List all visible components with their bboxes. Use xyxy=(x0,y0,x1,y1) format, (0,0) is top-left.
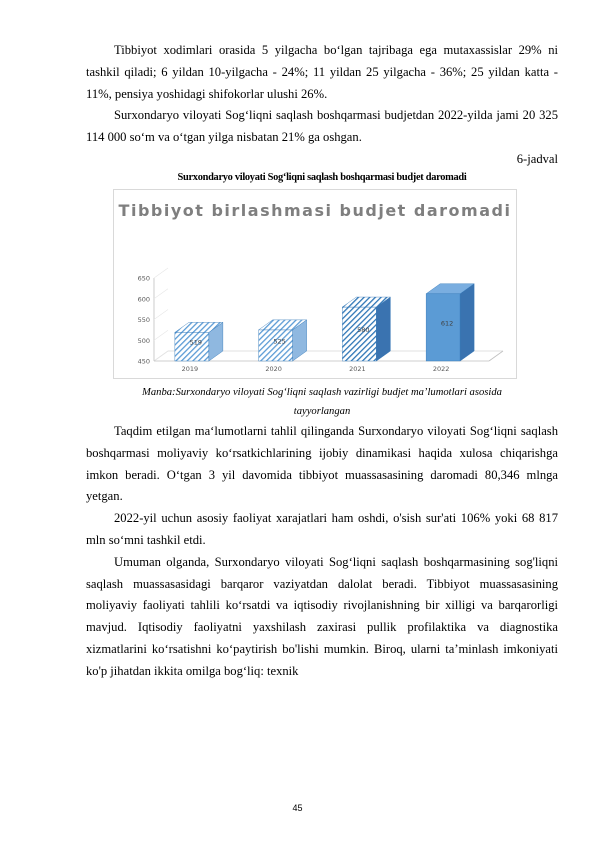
bar-side-2022 xyxy=(460,284,474,361)
paragraph-staff-experience: Tibbiyot xodimlari orasida 5 yilgacha bo‘lgan tajribaga ega mutaxassislar 29% ni tashkil qiladi; 6 yildan 10-yilgacha - 24%; 11 yildan 25 yilgacha - 36%; 25 yildan katta - 11%, pensiya yoshidagi shifokorlar ulushi 26%. xyxy=(86,43,558,101)
page-number: 45 xyxy=(292,803,303,813)
paragraph-budget-2022: Surxondaryo viloyati Sog‘liqni saqlash boshqarmasi budjetdan 2022-yilda jami 20 325 114 000 so‘m va o‘tgan yilga nisbatan 21% ga oshgan. xyxy=(86,108,558,145)
paragraph-conclusion: Umuman olganda, Surxondaryo viloyati Sog‘liqni saqlash boshqarmasining sog'liqni saqlash muassasasidagi barqaror vaziyatdan dalolat beradi. Tibbiyot muassasasining moliyaviy faoliyati tahlili ko‘rsatdi va iqtisodiy rivojlanishning bir xilligi va barqarorligi mavjud. Iqtisodiy faoliyatni yaxshilash zaxirasi pullik profilaktika va diagnostika xizmatlarini ko‘rsatishni ko‘paytirish bo'lishi mumkin. Biroq, ularni ta’minlash imkoniyati ko'p jihatdan ikkita omilga bog‘liq: texnik xyxy=(86,554,558,678)
x-tick-label-2022: 2022 xyxy=(432,364,450,373)
x-tick-label-2021: 2021 xyxy=(349,364,366,373)
source-line-1: Manba:Surxondaryo viloyati Sog‘liqni saqlash vazirligi budjet ma’lumotlari asosida xyxy=(142,386,502,398)
paragraph-analysis: Taqdim etilgan ma‘lumotlarni tahlil qilinganda Surxondaryo viloyati Sog‘liqni saqlash boshqarmasi moliyaviy ko‘rsatkichlarining ijobiy dinamikasi haqida xulosa chiqarishga imkon beradi. O‘tgan 3 yil davomida tibbiyot muassasasining daromadi 80,346 mlnga yetgan. xyxy=(86,423,558,504)
budget-chart xyxy=(113,189,517,379)
x-tick-label-2019: 2019 xyxy=(181,364,199,373)
y-tick-diag-600 xyxy=(154,289,168,299)
data-label-2019: 519 xyxy=(189,338,203,347)
table-title: Surxondaryo viloyati Sog‘liqni saqlash boshqarmasi budjet daromadi xyxy=(177,171,467,183)
y-tick-label-650: 650 xyxy=(137,274,150,283)
bar-front-2020 xyxy=(259,330,293,361)
bar-side-2021 xyxy=(376,297,390,361)
x-tick-label-2020: 2020 xyxy=(265,364,282,373)
chart-canvas xyxy=(114,190,516,378)
y-tick-diag-450 xyxy=(154,351,168,361)
paragraph-expenses-2022: 2022-yil uchun asosiy faoliyat xarajatlari ham oshdi, o'sish sur'ati 106% yoki 68 817 mln so‘mni tashkil etdi. xyxy=(86,511,558,547)
y-tick-diag-650 xyxy=(154,268,168,278)
data-label-2022: 612 xyxy=(440,319,454,328)
y-tick-label-600: 600 xyxy=(137,295,150,304)
chart-title: Tibbiyot birlashmasi budjet daromadi xyxy=(118,200,512,220)
data-label-2021: 580 xyxy=(357,326,370,335)
y-tick-diag-500 xyxy=(154,330,168,340)
table-reference: 6-jadval xyxy=(516,151,558,166)
y-tick-label-550: 550 xyxy=(137,315,150,324)
y-tick-label-450: 450 xyxy=(137,357,150,366)
y-tick-label-500: 500 xyxy=(137,336,150,345)
chart-floor-right-edge xyxy=(489,351,503,361)
data-label-2020: 525 xyxy=(273,337,286,346)
source-line-2: tayyorlangan xyxy=(293,405,351,417)
document-page xyxy=(86,40,558,683)
y-tick-diag-550 xyxy=(154,309,168,319)
